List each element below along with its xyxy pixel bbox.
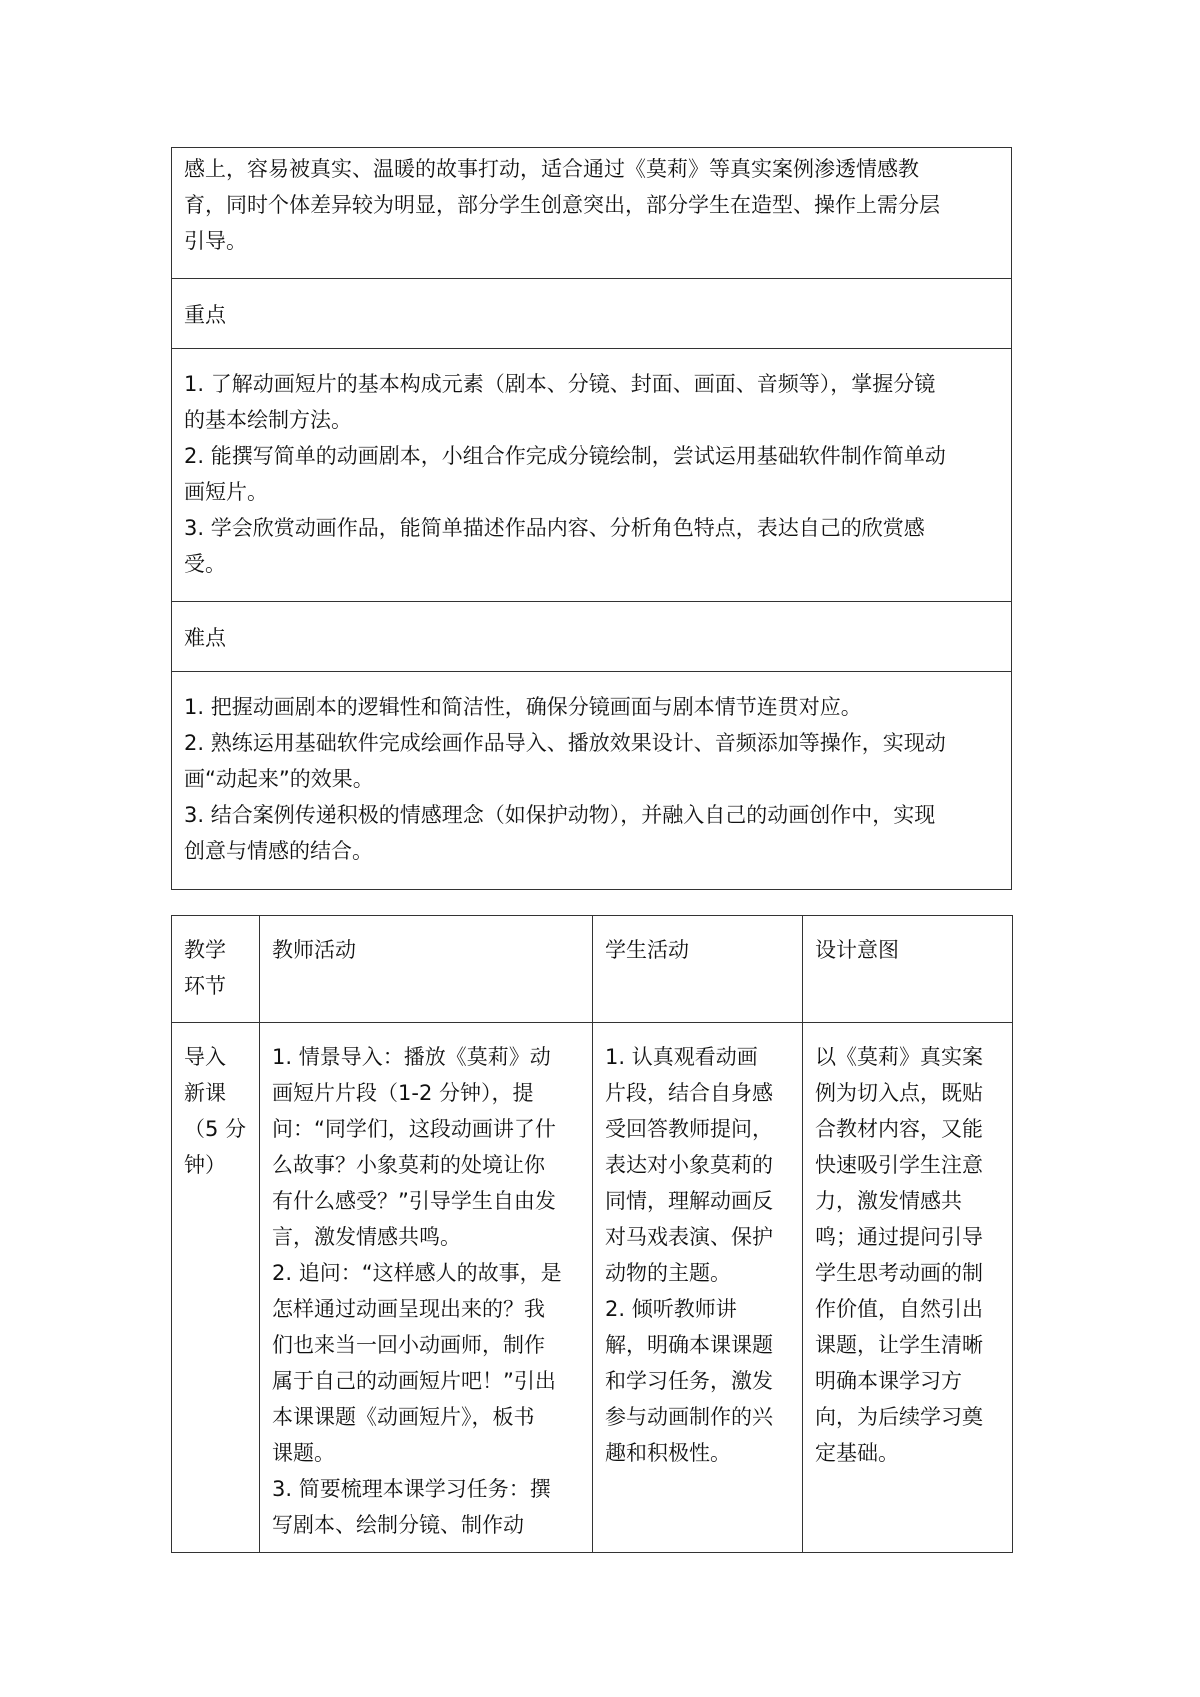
text-line: 有什么感受？”引导学生自由发 [272,1189,556,1213]
objectives-table [171,147,1012,890]
continuation-text [184,151,999,259]
text-line: 言，激发情感共鸣。 [272,1225,461,1249]
text-line: 受回答教师提问， [605,1117,773,1141]
teacher-activity-cell [260,1023,593,1553]
stage-text [184,1039,247,1183]
text-line: 教学 [184,938,226,962]
student-activity-cell [593,1023,803,1553]
difficulties-row [172,672,1012,890]
text-line: 2. 倾听教师讲 [605,1297,737,1321]
design-intent-cell [803,1023,1013,1553]
text-line: 向，为后续学习奠 [815,1405,983,1429]
continuation-row [172,148,1012,279]
text-line: 学生思考动画的制 [815,1261,983,1285]
text-line: 写剧本、绘制分镜、制作动 [272,1513,524,1537]
text-line: 课题。 [272,1441,335,1465]
key-points-cell [172,349,1012,602]
header-stage-text [184,932,247,1004]
text-line: 1. 把握动画剧本的逻辑性和简洁性，确保分镜画面与剧本情节连贯对应。 [184,695,862,719]
text-line: 解，明确本课课题 [605,1333,773,1357]
text-line: 画短片。 [184,480,268,504]
text-line: 环节 [184,974,226,998]
text-line: 3. 结合案例传递积极的情感理念（如保护动物），并融入自己的动画创作中，实现 [184,803,936,827]
text-line: 1. 了解动画短片的基本构成元素（剧本、分镜、封面、画面、音频等），掌握分镜 [184,372,936,396]
text-line: 2. 熟练运用基础软件完成绘画作品导入、播放效果设计、音频添加等操作，实现动 [184,731,946,755]
difficulties-heading: 难点 [172,602,1012,672]
text-line: 育，同时个体差异较为明显，部分学生创意突出，部分学生在造型、操作上需分层 [184,193,940,217]
text-line: 创意与情感的结合。 [184,839,373,863]
process-row-intro [172,1023,1013,1553]
text-line: 3. 简要梳理本课学习任务：撰 [272,1477,551,1501]
text-line: 合教材内容，又能 [815,1117,983,1141]
text-line: 怎样通过动画呈现出来的？我 [272,1297,545,1321]
text-line: 感上，容易被真实、温暖的故事打动，适合通过《莫莉》等真实案例渗透情感教 [184,157,919,181]
text-line: （5 分 [184,1117,247,1141]
text-line: 和学习任务，激发 [605,1369,773,1393]
difficulties-heading-row [172,602,1012,672]
text-line: 课题，让学生清晰 [815,1333,983,1357]
key-points-row [172,349,1012,602]
text-line: 表达对小象莫莉的 [605,1153,773,1177]
difficulties-text [184,689,999,869]
student-analysis-continuation-cell [172,148,1012,279]
text-line: 定基础。 [815,1441,899,1465]
text-line: 参与动画制作的兴 [605,1405,773,1429]
text-line: 新课 [184,1081,226,1105]
text-line: 鸣；通过提问引导 [815,1225,983,1249]
text-line: 1. 认真观看动画 [605,1045,758,1069]
text-line: 们也来当一回小动画师，制作 [272,1333,545,1357]
text-line: 2. 追问：“这样感人的故事，是 [272,1261,562,1285]
text-line: 快速吸引学生注意 [815,1153,983,1177]
difficulties-cell [172,672,1012,890]
text-line: 画短片片段（1-2 分钟），提 [272,1081,534,1105]
text-line: 的基本绘制方法。 [184,408,352,432]
text-line: 同情，理解动画反 [605,1189,773,1213]
text-line: 以《莫莉》真实案 [815,1045,983,1069]
text-line: 属于自己的动画短片吧！”引出 [272,1369,556,1393]
teacher-activity-text [272,1039,580,1543]
text-line: 么故事？小象莫莉的处境让你 [272,1153,545,1177]
teaching-process-table [171,915,1013,1553]
header-design-intent: 设计意图 [803,916,1013,1023]
text-line: 对马戏表演、保护 [605,1225,773,1249]
text-line: 力，激发情感共 [815,1189,962,1213]
text-line: 受。 [184,552,226,576]
text-line: 问：“同学们，这段动画讲了什 [272,1117,556,1141]
process-header-row [172,916,1013,1023]
text-line: 趣和积极性。 [605,1441,731,1465]
text-line: 引导。 [184,229,247,253]
key-points-text [184,366,999,582]
design-intent-text [815,1039,1000,1471]
header-teacher-activity: 教师活动 [260,916,593,1023]
header-student-activity: 学生活动 [593,916,803,1023]
text-line: 导入 [184,1045,226,1069]
text-line: 例为切入点，既贴 [815,1081,983,1105]
text-line: 片段，结合自身感 [605,1081,773,1105]
stage-cell [172,1023,260,1553]
text-line: 明确本课学习方 [815,1369,962,1393]
text-line: 本课课题《动画短片》，板书 [272,1405,535,1429]
key-points-heading-row [172,279,1012,349]
text-line: 1. 情景导入：播放《莫莉》动 [272,1045,551,1069]
text-line: 画“动起来”的效果。 [184,767,374,791]
header-stage [172,916,260,1023]
text-line: 钟） [184,1153,226,1177]
text-line: 2. 能撰写简单的动画剧本，小组合作完成分镜绘制，尝试运用基础软件制作简单动 [184,444,946,468]
text-line: 3. 学会欣赏动画作品，能简单描述作品内容、分析角色特点，表达自己的欣赏感 [184,516,925,540]
text-line: 作价值，自然引出 [815,1297,983,1321]
key-points-heading: 重点 [172,279,1012,349]
student-activity-text [605,1039,790,1471]
text-line: 动物的主题。 [605,1261,731,1285]
